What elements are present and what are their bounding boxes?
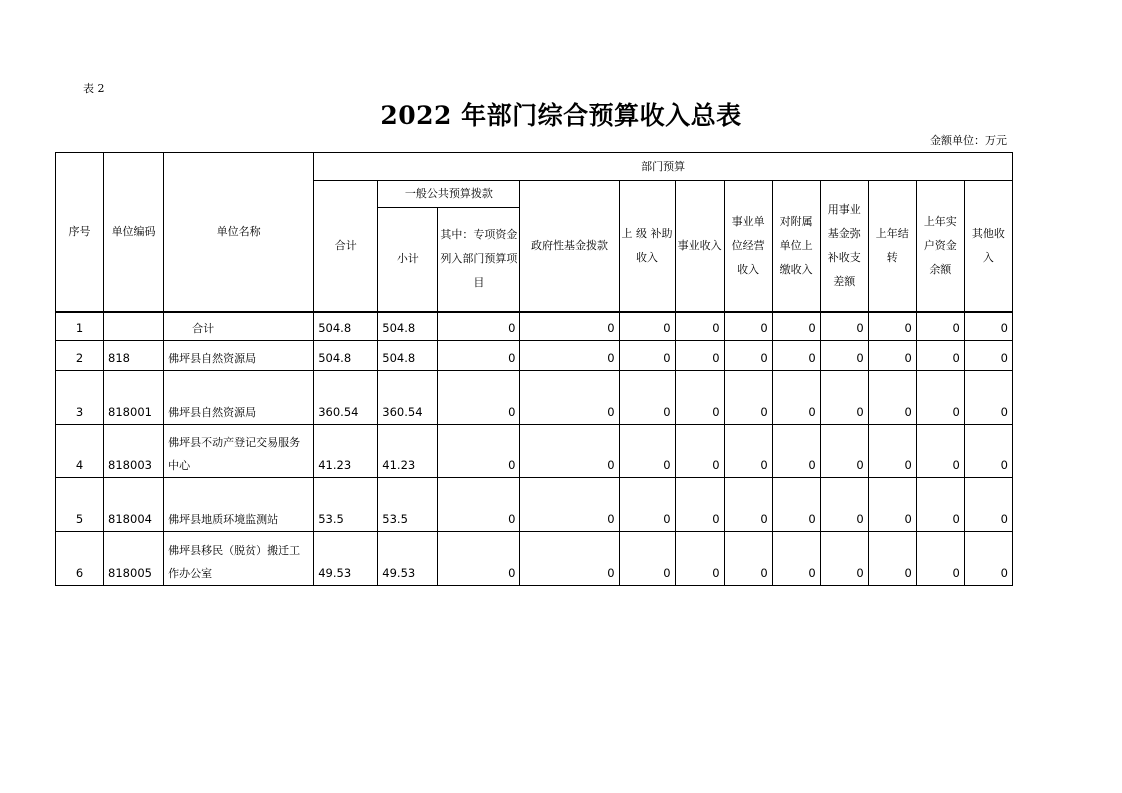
- cell-biz_unit: 0: [724, 532, 772, 586]
- table-row: [56, 478, 1013, 532]
- cell-special: 0: [438, 532, 520, 586]
- cell-subtotal: 360.54: [378, 371, 438, 425]
- cell-prev: 0: [916, 478, 964, 532]
- header-unit-code: 单位编码: [104, 153, 164, 312]
- cell-biz_fund: 0: [820, 312, 868, 341]
- cell-unit-name: 佛坪县不动产登记交易服务中心: [164, 425, 314, 478]
- cell-carry: 0: [868, 341, 916, 371]
- cell-subtotal: 41.23: [378, 425, 438, 478]
- page-title: 2022 年部门综合预算收入总表: [380, 101, 742, 130]
- header-other-income: 其他收入: [964, 181, 1012, 312]
- cell-biz_unit: 0: [724, 371, 772, 425]
- cell-total: 49.53: [314, 532, 378, 586]
- cell-unit-code: 818005: [104, 532, 164, 586]
- cell-affil: 0: [772, 312, 820, 341]
- cell-seq: 5: [56, 478, 104, 532]
- header-unit-name: 单位名称: [164, 153, 314, 312]
- header-special-funds: 其中：专项资金列入部门预算项目: [438, 208, 520, 312]
- cell-unit-code: 818: [104, 341, 164, 371]
- cell-biz_unit: 0: [724, 425, 772, 478]
- cell-biz: 0: [675, 425, 724, 478]
- cell-prev: 0: [916, 371, 964, 425]
- cell-other: 0: [964, 371, 1012, 425]
- cell-upper: 0: [619, 425, 675, 478]
- header-gov-fund: 政府性基金拨款: [520, 181, 619, 312]
- cell-biz_fund: 0: [820, 478, 868, 532]
- header-subtotal: 小计: [378, 208, 438, 312]
- cell-affil: 0: [772, 532, 820, 586]
- cell-upper: 0: [619, 341, 675, 371]
- cell-other: 0: [964, 425, 1012, 478]
- cell-carry: 0: [868, 532, 916, 586]
- amount-unit-label: 金额单位：万元: [930, 134, 1007, 147]
- cell-unit-code: 818003: [104, 425, 164, 478]
- cell-total: 504.8: [314, 312, 378, 341]
- cell-unit-name: 佛坪县自然资源局: [164, 341, 314, 371]
- cell-gov_fund: 0: [520, 532, 619, 586]
- cell-total: 360.54: [314, 371, 378, 425]
- cell-gov_fund: 0: [520, 425, 619, 478]
- cell-special: 0: [438, 341, 520, 371]
- cell-gov_fund: 0: [520, 312, 619, 341]
- cell-affil: 0: [772, 425, 820, 478]
- cell-biz: 0: [675, 478, 724, 532]
- cell-biz: 0: [675, 341, 724, 371]
- cell-special: 0: [438, 312, 520, 341]
- cell-biz_unit: 0: [724, 312, 772, 341]
- table-row: [56, 425, 1013, 478]
- cell-other: 0: [964, 312, 1012, 341]
- cell-biz_fund: 0: [820, 371, 868, 425]
- cell-subtotal: 504.8: [378, 312, 438, 341]
- cell-carry: 0: [868, 371, 916, 425]
- cell-biz: 0: [675, 371, 724, 425]
- cell-prev: 0: [916, 532, 964, 586]
- cell-affil: 0: [772, 371, 820, 425]
- cell-prev: 0: [916, 312, 964, 341]
- table-row: [56, 532, 1013, 586]
- cell-seq: 4: [56, 425, 104, 478]
- cell-biz_fund: 0: [820, 425, 868, 478]
- header-prev-balance: 上年实户资金余额: [916, 181, 964, 312]
- cell-seq: 6: [56, 532, 104, 586]
- cell-upper: 0: [619, 312, 675, 341]
- table-row: [56, 312, 1013, 341]
- cell-total: 41.23: [314, 425, 378, 478]
- cell-upper: 0: [619, 532, 675, 586]
- cell-seq: 3: [56, 371, 104, 425]
- cell-unit-code: [104, 312, 164, 341]
- cell-total: 504.8: [314, 341, 378, 371]
- cell-gov_fund: 0: [520, 371, 619, 425]
- cell-affil: 0: [772, 478, 820, 532]
- cell-carry: 0: [868, 425, 916, 478]
- cell-subtotal: 49.53: [378, 532, 438, 586]
- cell-special: 0: [438, 425, 520, 478]
- table-body: [56, 312, 1013, 586]
- table-number-label: 表 2: [83, 82, 105, 95]
- cell-unit-code: 818001: [104, 371, 164, 425]
- cell-upper: 0: [619, 371, 675, 425]
- header-carryover: 上年结转: [868, 181, 916, 312]
- cell-affil: 0: [772, 341, 820, 371]
- header-seq: 序号: [56, 153, 104, 312]
- table-row: [56, 371, 1013, 425]
- cell-unit-name: 佛坪县移民（脱贫）搬迁工作办公室: [164, 532, 314, 586]
- cell-gov_fund: 0: [520, 341, 619, 371]
- cell-biz_unit: 0: [724, 341, 772, 371]
- cell-gov_fund: 0: [520, 478, 619, 532]
- cell-carry: 0: [868, 478, 916, 532]
- cell-other: 0: [964, 341, 1012, 371]
- cell-unit-name: 佛坪县自然资源局: [164, 371, 314, 425]
- cell-other: 0: [964, 478, 1012, 532]
- cell-prev: 0: [916, 425, 964, 478]
- cell-biz_unit: 0: [724, 478, 772, 532]
- table-header: [56, 153, 1013, 312]
- cell-subtotal: 504.8: [378, 341, 438, 371]
- cell-unit-name: 佛坪县地质环境监测站: [164, 478, 314, 532]
- header-upper-subsidy: 上 级 补助收入: [619, 181, 675, 312]
- cell-biz: 0: [675, 312, 724, 341]
- table-row: [56, 341, 1013, 371]
- cell-seq: 1: [56, 312, 104, 341]
- cell-other: 0: [964, 532, 1012, 586]
- cell-seq: 2: [56, 341, 104, 371]
- cell-unit-name: 合计: [164, 312, 314, 341]
- cell-prev: 0: [916, 341, 964, 371]
- cell-biz_fund: 0: [820, 532, 868, 586]
- header-general-budget: 一般公共预算拨款: [378, 181, 520, 208]
- cell-carry: 0: [868, 312, 916, 341]
- cell-upper: 0: [619, 478, 675, 532]
- header-dept-budget: 部门预算: [314, 153, 1013, 181]
- budget-income-table: [55, 152, 1013, 586]
- header-business-income: 事业收入: [675, 181, 724, 312]
- cell-special: 0: [438, 478, 520, 532]
- cell-biz: 0: [675, 532, 724, 586]
- cell-unit-code: 818004: [104, 478, 164, 532]
- cell-biz_fund: 0: [820, 341, 868, 371]
- header-total: 合计: [314, 181, 378, 312]
- cell-total: 53.5: [314, 478, 378, 532]
- header-business-unit-income: 事业单位经营收入: [724, 181, 772, 312]
- cell-subtotal: 53.5: [378, 478, 438, 532]
- cell-special: 0: [438, 371, 520, 425]
- header-affiliated-income: 对附属单位上缴收入: [772, 181, 820, 312]
- header-business-fund: 用事业基金弥补收支差额: [820, 181, 868, 312]
